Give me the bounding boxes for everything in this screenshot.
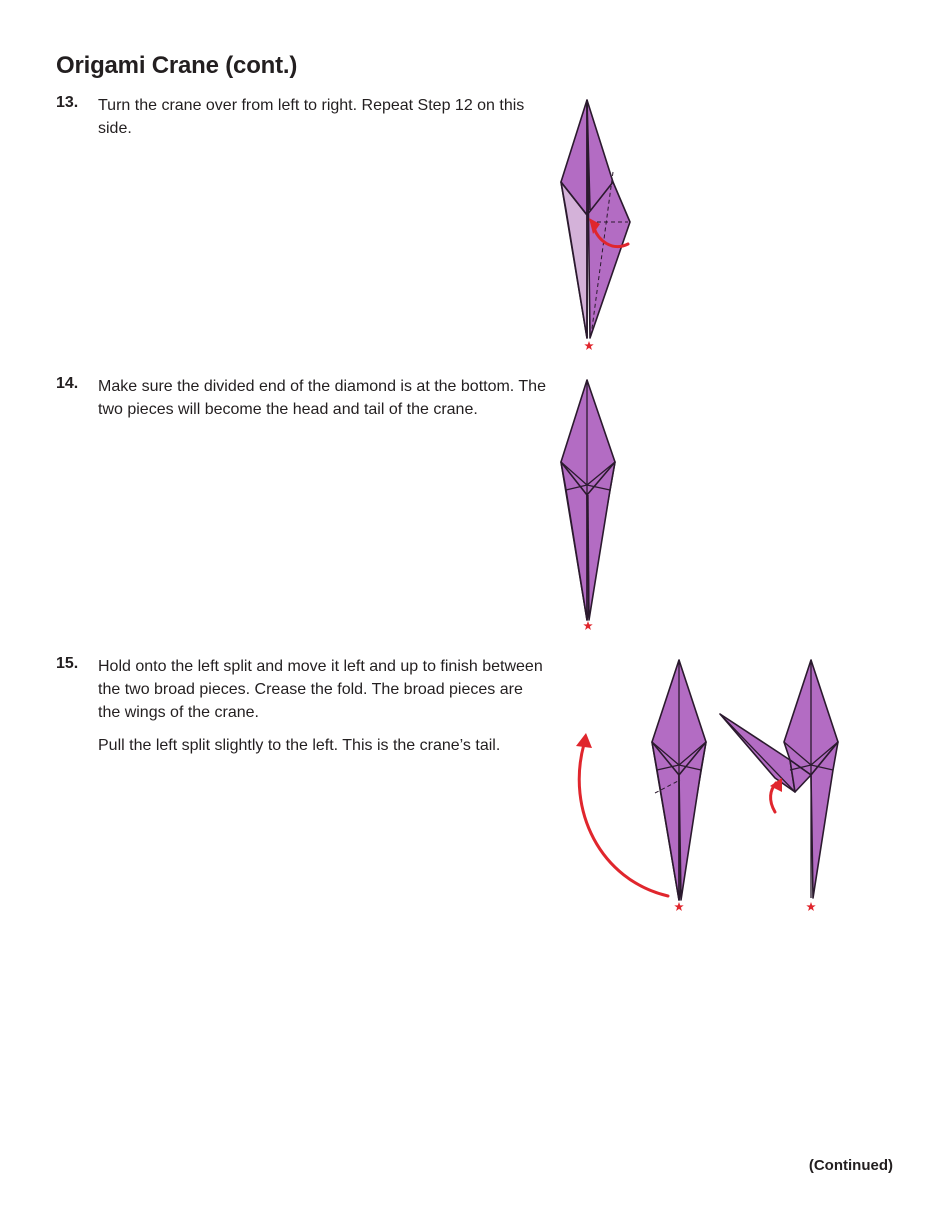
step-number: 13.	[56, 94, 79, 111]
step-13	[56, 94, 546, 150]
step-14-illustration	[550, 372, 630, 634]
step-note: Pull the left split slightly to the left. This is the crane’s tail.	[98, 737, 501, 754]
step-instruction: Turn the crane over from left to right. Repeat Step 12 on this side.	[98, 97, 525, 137]
step-14	[56, 375, 546, 431]
star-icon	[583, 621, 592, 630]
step-13-illustration	[550, 92, 650, 354]
step-15-illustration	[565, 652, 850, 917]
continued-label: (Continued)	[808, 1157, 893, 1174]
step-15	[56, 655, 546, 767]
star-icon	[674, 902, 683, 911]
star-icon	[584, 341, 593, 350]
step-instruction: Hold onto the left split and move it left and up to finish between the two broad pieces. Crease the fold. The broad pieces are the wings of the crane.	[98, 658, 543, 721]
page-title: Origami Crane (cont.)	[56, 52, 298, 79]
step-number: 14.	[56, 375, 79, 392]
step-number: 15.	[56, 655, 79, 672]
step-instruction: Make sure the divided end of the diamond is at the bottom. The two pieces will become the head and tail of the crane.	[98, 378, 546, 418]
star-icon	[806, 902, 815, 911]
